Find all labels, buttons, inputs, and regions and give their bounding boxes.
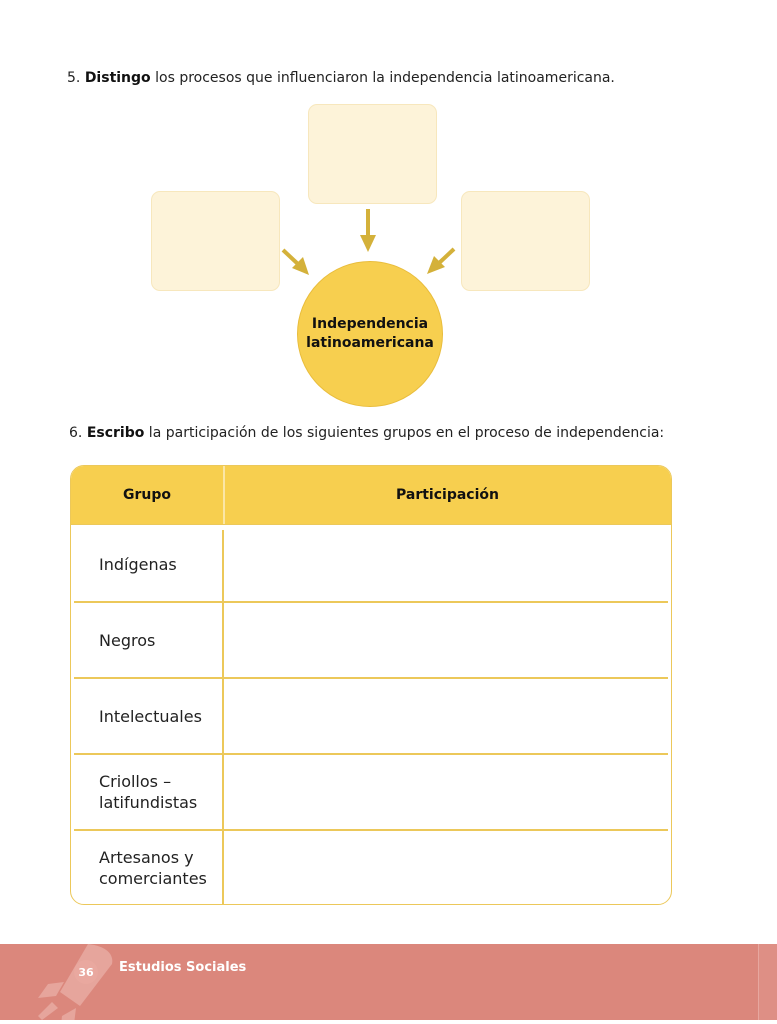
table-row <box>71 754 671 830</box>
question-text: los procesos que influenciaron la independencia latinoamericana. <box>150 70 615 86</box>
table-row <box>71 602 671 678</box>
page-number: 36 <box>74 960 98 984</box>
center-label-line1: Independencia <box>311 316 429 332</box>
influence-diagram <box>0 0 777 420</box>
grupo-label: Artesanos y <box>99 848 194 867</box>
center-label <box>305 315 435 353</box>
question-verb: Escribo <box>86 425 145 441</box>
center-label-line2: latinoamericana <box>306 335 434 351</box>
table-row <box>71 678 671 754</box>
rocket-icon <box>30 944 120 1020</box>
question-text: la participación de los siguientes grupos en el proceso de independencia: <box>144 425 665 441</box>
grupo-cell <box>99 754 219 830</box>
question-number: 6. <box>69 425 83 441</box>
grupo-cell <box>99 526 219 602</box>
grupo-label: Indígenas <box>99 554 177 574</box>
participation-table <box>70 465 672 905</box>
grupo-label: Criollos – <box>99 772 172 791</box>
grupo-label: Intelectuales <box>99 706 202 726</box>
table-row <box>71 830 671 905</box>
header-participacion: Participación <box>396 487 499 503</box>
subject-label: Estudios Sociales <box>119 960 247 975</box>
footer-edge <box>758 944 777 1020</box>
question-6 <box>69 424 664 442</box>
table-row <box>71 526 671 602</box>
grupo-label-line2: latifundistas <box>99 793 198 812</box>
grupo-cell <box>99 678 219 754</box>
table-header <box>71 466 671 525</box>
grupo-cell <box>99 830 219 905</box>
question-verb: Distingo <box>84 70 151 86</box>
page-footer <box>0 944 777 1020</box>
arrow-down-left-icon <box>427 249 454 274</box>
grupo-label-line2: comerciantes <box>99 869 207 888</box>
center-circle <box>297 261 443 407</box>
arrow-down-icon <box>360 209 376 252</box>
grupo-label: Negros <box>99 630 156 650</box>
grupo-cell <box>99 602 219 678</box>
question-number: 5. <box>67 70 81 86</box>
arrow-down-right-icon <box>283 250 309 275</box>
header-grupo: Grupo <box>122 487 171 503</box>
